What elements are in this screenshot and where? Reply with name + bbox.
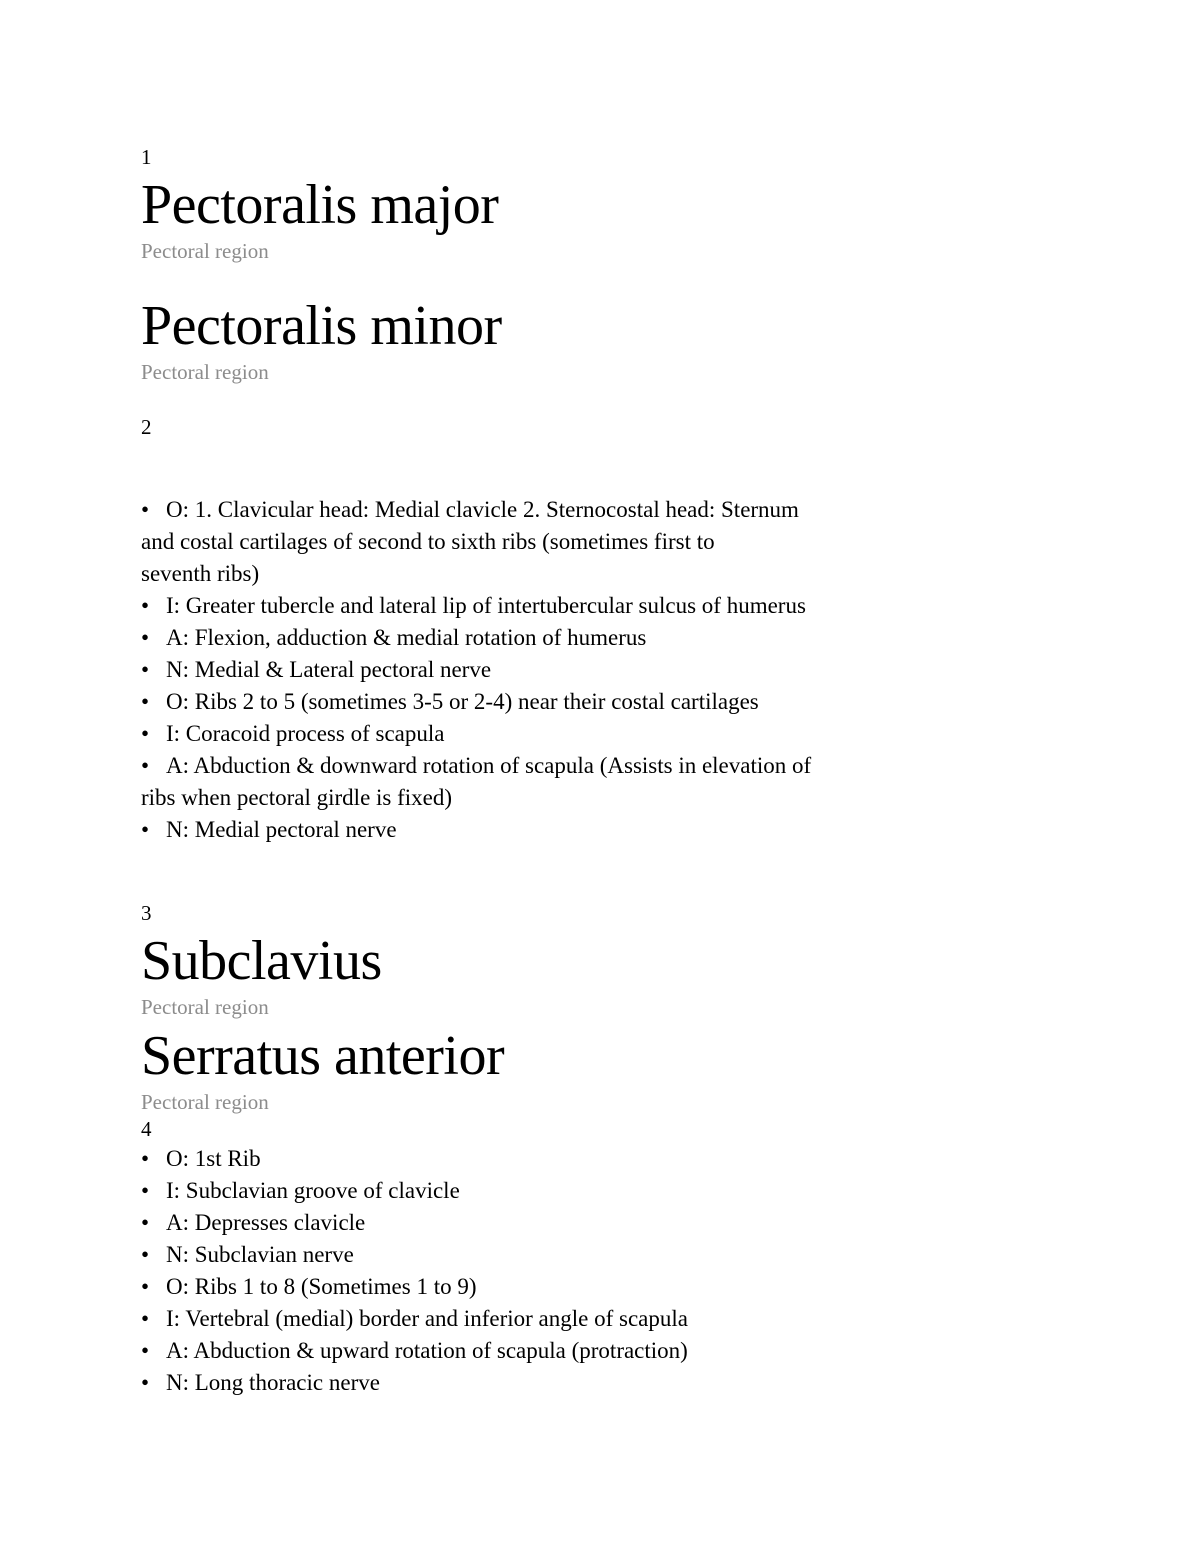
list-item bbox=[141, 654, 961, 686]
list-item bbox=[141, 718, 961, 750]
muscle-title-subclavius: Subclavius bbox=[141, 930, 382, 992]
list-item: • N: Long thoracic nerve bbox=[141, 1367, 961, 1399]
list-item-text: I: Greater tubercle and lateral lip of intertubercular sulcus of humerus bbox=[166, 593, 806, 618]
list-item-text-continued: and costal cartilages of second to sixth ribs (sometimes first to bbox=[141, 529, 715, 554]
list-item-text: O: 1. Clavicular head: Medial clavicle 2. Sternocostal head: Sternum bbox=[166, 497, 799, 522]
list-item-text: N: Medial & Lateral pectoral nerve bbox=[166, 657, 492, 682]
muscle-title-pectoralis-minor: Pectoralis minor bbox=[141, 295, 502, 357]
muscle-region-serratus-anterior: Pectoral region bbox=[141, 1090, 269, 1114]
muscle-title-pectoralis-major: Pectoralis major bbox=[141, 174, 499, 236]
page-number-1: 1 bbox=[141, 145, 152, 169]
list-item-text: N: Medial pectoral nerve bbox=[166, 817, 397, 842]
list-item-text: O: Ribs 2 to 5 (sometimes 3-5 or 2-4) near their costal cartilages bbox=[166, 689, 759, 714]
list-item: • O: Ribs 1 to 8 (Sometimes 1 to 9) bbox=[141, 1271, 961, 1303]
list-item bbox=[141, 814, 961, 846]
muscle-title-serratus-anterior: Serratus anterior bbox=[141, 1025, 505, 1087]
attachment-list-pectoralis bbox=[141, 494, 961, 846]
list-item bbox=[141, 622, 961, 654]
page-number-2: 2 bbox=[141, 415, 152, 439]
list-item bbox=[141, 686, 961, 718]
page-number-4: 4 bbox=[141, 1117, 152, 1141]
page-number-3: 3 bbox=[141, 901, 152, 925]
list-item: • O: 1st Rib bbox=[141, 1143, 961, 1175]
list-item: • N: Subclavian nerve bbox=[141, 1239, 961, 1271]
list-item bbox=[141, 750, 961, 814]
attachment-list-subclavius-serratus bbox=[141, 1143, 961, 1399]
muscle-region-pectoralis-major: Pectoral region bbox=[141, 239, 269, 263]
list-item bbox=[141, 494, 961, 590]
list-item: • A: Abduction & upward rotation of scapula (protraction) bbox=[141, 1335, 961, 1367]
list-item-text: A: Flexion, adduction & medial rotation of humerus bbox=[166, 625, 647, 650]
list-item: • I: Vertebral (medial) border and inferior angle of scapula bbox=[141, 1303, 961, 1335]
muscle-region-subclavius: Pectoral region bbox=[141, 995, 269, 1019]
list-item-text-continued: ribs when pectoral girdle is fixed) bbox=[141, 785, 453, 810]
list-item-text: I: Coracoid process of scapula bbox=[166, 721, 445, 746]
list-item-text-continued: seventh ribs) bbox=[141, 561, 260, 586]
list-item: • A: Depresses clavicle bbox=[141, 1207, 961, 1239]
muscle-region-pectoralis-minor: Pectoral region bbox=[141, 360, 269, 384]
list-item-text: A: Abduction & downward rotation of scapula (Assists in elevation of bbox=[166, 753, 812, 778]
list-item: • I: Subclavian groove of clavicle bbox=[141, 1175, 961, 1207]
list-item bbox=[141, 590, 961, 622]
